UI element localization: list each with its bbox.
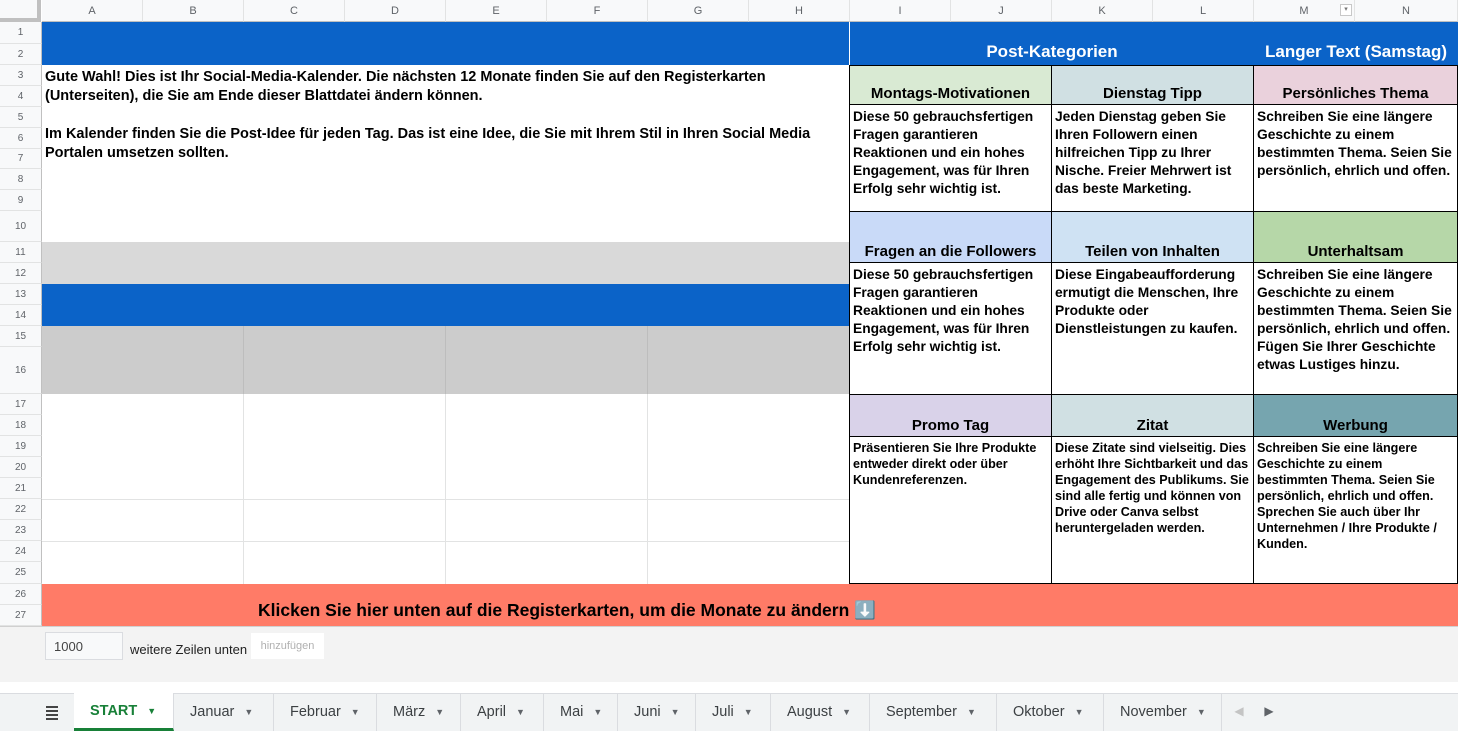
row-header-24[interactable]: 24 — [0, 541, 42, 562]
column-header-g[interactable]: G — [648, 0, 749, 22]
grid-line — [243, 394, 244, 584]
category-header-unterhaltsam: Unterhaltsam — [1253, 211, 1458, 263]
row-header-8[interactable]: 8 — [0, 169, 42, 190]
sheet-tab-maerz[interactable] — [377, 693, 461, 731]
row-header-23[interactable]: 23 — [0, 520, 42, 541]
column-header-m-label: M — [1299, 4, 1309, 17]
grid-line — [42, 499, 850, 500]
grey-band — [42, 242, 850, 284]
row-header-13[interactable]: 13 — [0, 284, 42, 305]
sheet-tab-label: Januar — [190, 704, 235, 720]
intro-paragraph-2: Im Kalender finden Sie die Post-Idee für jeden Tag. Das ist eine Idee, die Sie mit Ihrem Stil in Ihren Social Media Portalen umsetzen sollten. — [45, 126, 811, 161]
sheet-tab-mai[interactable] — [544, 693, 618, 731]
category-text-promo-tag: Präsentieren Sie Ihre Produkte entweder direkt oder über Kundenreferenzen. — [849, 436, 1052, 584]
sheet-tab-label: November — [1120, 704, 1187, 720]
grid-line — [647, 326, 648, 394]
category-header-fragen-an-die-followers: Fragen an die Followers — [849, 211, 1052, 263]
sheet-tab-juli[interactable] — [696, 693, 771, 731]
sheet-tab-label: Mai — [560, 704, 584, 720]
long-text-title: Langer Text (Samstag) — [1264, 42, 1447, 61]
sheet-tab-april[interactable] — [461, 693, 544, 731]
grid-line — [647, 394, 648, 584]
sheet-tab-label: Februar — [290, 704, 341, 720]
caret-down-icon: ▼ — [435, 707, 445, 717]
intro-text — [45, 68, 845, 163]
row-header-22[interactable]: 22 — [0, 499, 42, 520]
sheet-tab-september[interactable] — [870, 693, 997, 731]
grid-line — [445, 326, 446, 394]
row-header-15[interactable]: 15 — [0, 326, 42, 347]
rows-count-input[interactable]: 1000 — [45, 632, 123, 660]
row-header-17[interactable]: 17 — [0, 394, 42, 415]
row-header-6[interactable]: 6 — [0, 128, 42, 149]
sheet-tab-november[interactable] — [1104, 693, 1222, 731]
caret-down-icon: ▼ — [842, 707, 852, 717]
row-header-20[interactable]: 20 — [0, 457, 42, 478]
row-header-12[interactable]: 12 — [0, 263, 42, 284]
category-text-dienstag-tipp: Jeden Dienstag geben Sie Ihren Followern einen hilfreichen Tipp zu Ihrer Nische. Freier Mehrwert ist das beste Marketing. — [1051, 104, 1254, 212]
caret-down-icon: ▼ — [1196, 707, 1206, 717]
row-header-26[interactable]: 26 — [0, 584, 42, 605]
column-header-l[interactable]: L — [1153, 0, 1254, 22]
grid-line — [42, 541, 850, 542]
grey-block — [42, 326, 850, 394]
row-header-14[interactable]: 14 — [0, 305, 42, 326]
caret-down-icon: ▼ — [350, 707, 360, 717]
row-header-25[interactable]: 25 — [0, 562, 42, 584]
category-text-teilen-von-inhalten: Diese Eingabeaufforderung ermutigt die Menschen, Ihre Produkte oder Dienstleistungen zu kaufen. — [1051, 262, 1254, 395]
category-header-dienstag-tipp: Dienstag Tipp — [1051, 65, 1254, 105]
column-header-h[interactable]: H — [749, 0, 850, 22]
row-header-4[interactable]: 4 — [0, 86, 42, 107]
blue-band — [42, 284, 850, 326]
column-header-e[interactable]: E — [446, 0, 547, 22]
sheet-tab-label: Oktober — [1013, 704, 1065, 720]
row-header-3[interactable]: 3 — [0, 65, 42, 86]
column-header-m[interactable] — [1254, 0, 1355, 22]
caret-down-icon: ▼ — [593, 707, 603, 717]
row-header-5[interactable]: 5 — [0, 107, 42, 128]
intro-paragraph-1: Gute Wahl! Dies ist Ihr Social-Media-Kalender. Die nächsten 12 Monate finden Sie auf den Registerkarten (Unterseiten), die Sie am Ende dieser Blattdatei ändern können. — [45, 69, 766, 104]
sheet-tab-label: Juli — [712, 704, 734, 720]
category-text-werbung: Schreiben Sie eine längere Geschichte zu einem bestimmten Thema. Seien Sie persönlich, ehrlich und offen. Sprechen Sie auch über Ihr Unternehmen / Ihre Produkte / Kunden. — [1253, 436, 1458, 584]
column-header-b[interactable]: B — [143, 0, 244, 22]
all-sheets-menu-icon[interactable] — [38, 704, 66, 722]
row-header-2[interactable]: 2 — [0, 44, 42, 65]
row-header-9[interactable]: 9 — [0, 190, 42, 211]
column-header-n[interactable]: N — [1355, 0, 1458, 22]
category-header-zitat: Zitat — [1051, 394, 1254, 437]
caret-down-icon: ▼ — [743, 707, 753, 717]
caret-down-icon: ▼ — [670, 707, 680, 717]
select-all-corner[interactable] — [0, 0, 41, 22]
category-text-fragen-an-die-followers: Diese 50 gebrauchsfertigen Fragen garantieren Reaktionen und ein hohes Engagement, was für Ihren Erfolg sehr wichtig ist. — [849, 262, 1052, 395]
category-header-montags-motivationen: Montags-Motivationen — [849, 65, 1052, 105]
grid-line — [445, 394, 446, 584]
category-header-werbung: Werbung — [1253, 394, 1458, 437]
category-text-unterhaltsam: Schreiben Sie eine längere Geschichte zu einem bestimmten Thema. Seien Sie persönlich, ehrlich und offen. Fügen Sie Ihrer Geschichte etwas Lustiges hinzu. — [1253, 262, 1458, 395]
sheet-tab-label: September — [886, 704, 957, 720]
sheet-tab-label: START — [90, 702, 138, 719]
sheet-tab-februar[interactable] — [274, 693, 377, 731]
row-header-16[interactable]: 16 — [0, 347, 42, 394]
sheet-tab-august[interactable] — [771, 693, 870, 731]
caret-down-icon: ▼ — [516, 707, 525, 717]
caret-down-icon: ▼ — [1074, 707, 1084, 717]
sheet-tab-oktober[interactable] — [997, 693, 1104, 731]
category-header-persoenliches-thema: Persönliches Thema — [1253, 65, 1458, 105]
grid-line — [243, 326, 244, 394]
row-header-7[interactable]: 7 — [0, 149, 42, 169]
row-header-27[interactable]: 27 — [0, 605, 42, 626]
sheet-tab-label: März — [393, 704, 426, 720]
column-header-c[interactable]: C — [244, 0, 345, 22]
category-header-teilen-von-inhalten: Teilen von Inhalten — [1051, 211, 1254, 263]
caret-down-icon: ▼ — [244, 707, 254, 717]
row-header-18[interactable]: 18 — [0, 415, 42, 436]
row-header-10[interactable]: 10 — [0, 211, 42, 242]
filter-dropdown-icon[interactable]: ▾ — [1340, 4, 1352, 16]
category-text-montags-motivationen: Diese 50 gebrauchsfertigen Fragen garantieren Reaktionen und ein hohes Engagement, was für Ihren Erfolg sehr wichtig ist. — [849, 104, 1052, 212]
sheet-tab-juni[interactable] — [618, 693, 696, 731]
sheet-tab-start[interactable] — [74, 693, 174, 731]
sheet-tab-label: Juni — [634, 704, 661, 720]
row-header-1[interactable]: 1 — [0, 22, 42, 44]
add-rows-button[interactable]: hinzufügen — [251, 633, 324, 659]
rows-label: weitere Zeilen unten — [130, 642, 248, 657]
category-header-promo-tag: Promo Tag — [849, 394, 1052, 437]
month-tabs-banner-text: Klicken Sie hier unten auf die Registerkarten, um die Monate zu ändern ⬇️ — [258, 600, 876, 620]
scroll-tabs-right-icon[interactable]: ▶ — [1264, 704, 1274, 718]
category-text-zitat: Diese Zitate sind vielseitig. Dies erhöht Ihre Sichtbarkeit und das Engagement des Publikums. Sie sind alle fertig und können von Drive oder Canva selbst heruntergeladen werden. — [1051, 436, 1254, 584]
column-header-i[interactable]: I — [850, 0, 951, 22]
scroll-tabs-left-icon[interactable]: ◀ — [1234, 704, 1244, 718]
caret-down-icon: ▼ — [147, 705, 157, 716]
sheet-tab-label: April — [477, 704, 507, 720]
row-header-21[interactable]: 21 — [0, 478, 42, 499]
column-header-a[interactable]: A — [42, 0, 143, 22]
sheet-tab-januar[interactable] — [174, 693, 274, 731]
column-header-d[interactable]: D — [345, 0, 446, 22]
caret-down-icon: ▼ — [966, 707, 976, 717]
column-header-k[interactable]: K — [1052, 0, 1153, 22]
sheet-tab-label: August — [787, 704, 833, 720]
row-header-19[interactable]: 19 — [0, 436, 42, 457]
row-header-11[interactable]: 11 — [0, 242, 42, 263]
post-categories-title: Post-Kategorien — [986, 42, 1118, 61]
column-header-f[interactable]: F — [547, 0, 648, 22]
column-header-j[interactable]: J — [951, 0, 1052, 22]
category-text-persoenliches-thema: Schreiben Sie eine längere Geschichte zu einem bestimmten Thema. Seien Sie persönlich, ehrlich und offen. — [1253, 104, 1458, 212]
